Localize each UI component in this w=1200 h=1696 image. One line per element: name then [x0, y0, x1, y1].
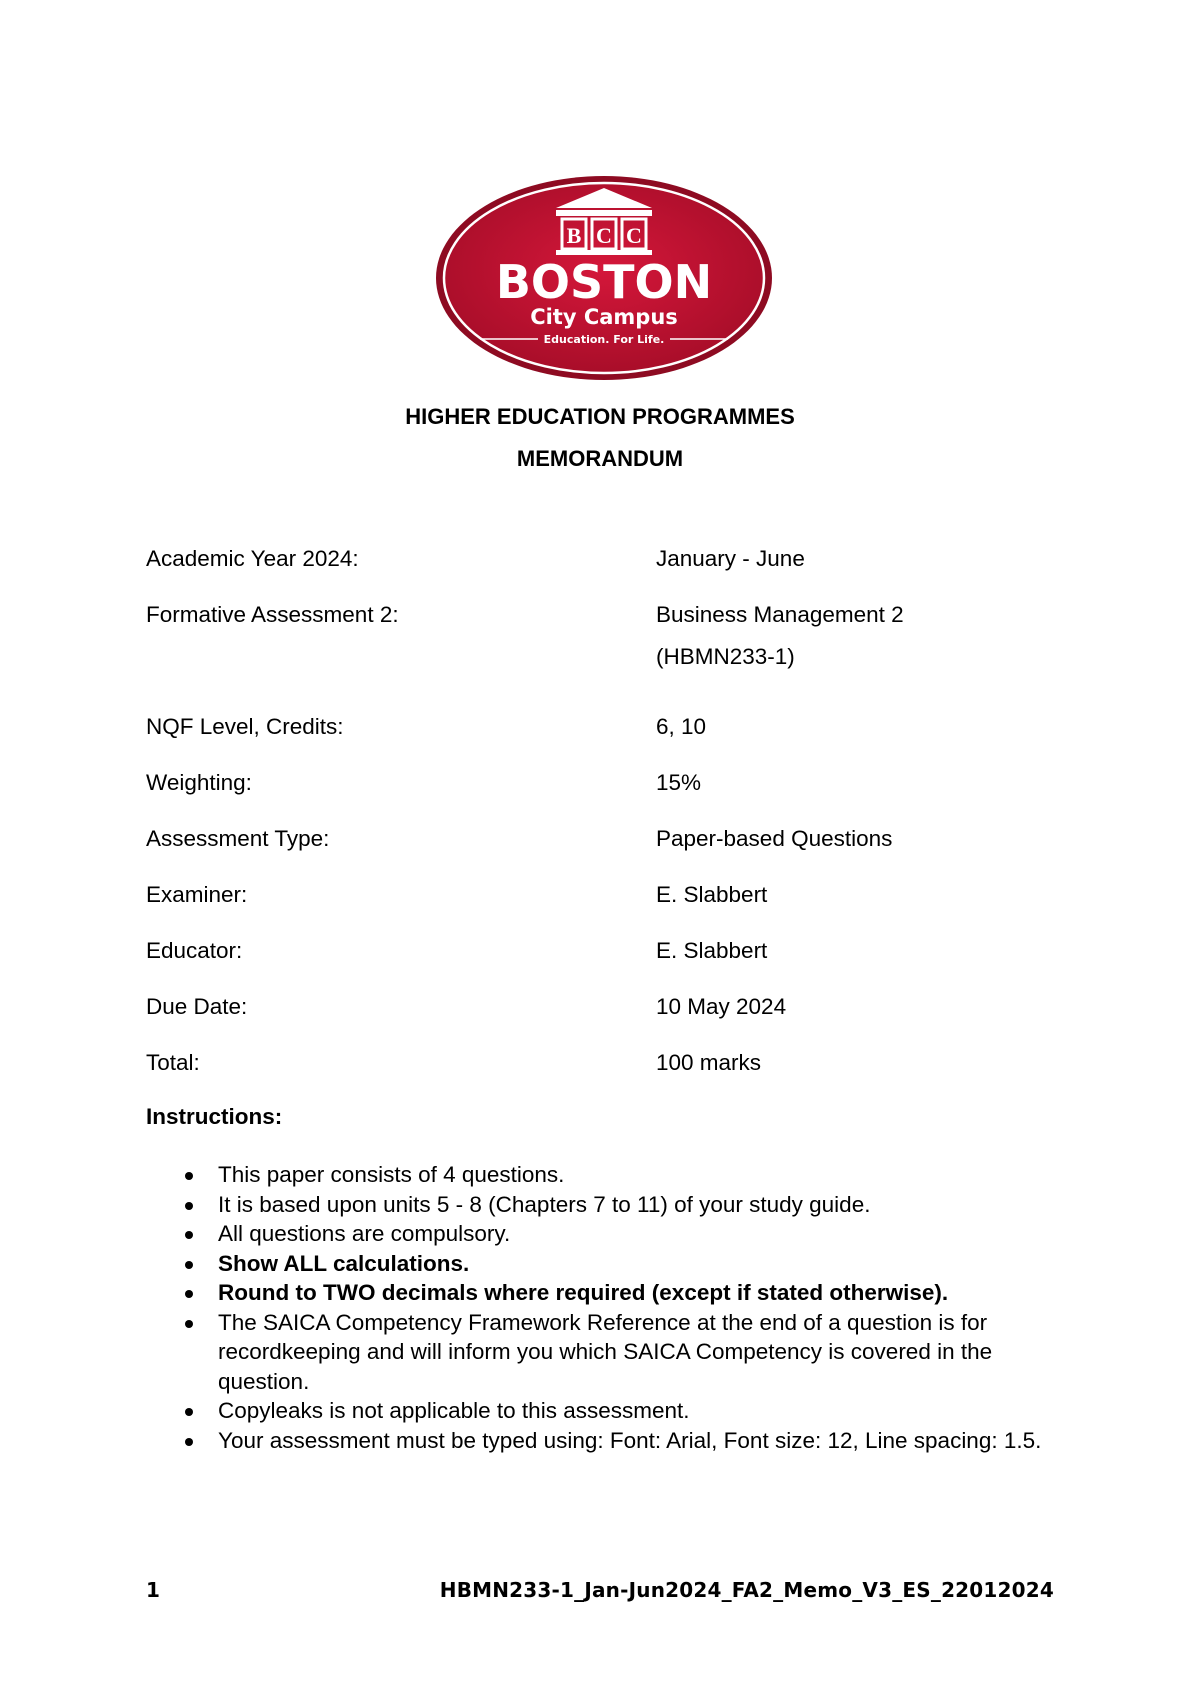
instruction-text: Copyleaks is not applicable to this assessment.	[218, 1398, 690, 1423]
instruction-item	[146, 1308, 1066, 1397]
instruction-item	[146, 1426, 1066, 1456]
boston-city-campus-logo	[432, 172, 776, 384]
detail-value: 100 marks	[656, 1050, 762, 1075]
detail-value: 6, 10	[656, 714, 707, 739]
instruction-item	[146, 1396, 1066, 1426]
detail-label: Examiner:	[146, 882, 248, 907]
instructions-title: Instructions:	[146, 1104, 283, 1129]
detail-label: NQF Level, Credits:	[146, 714, 344, 739]
document-code: HBMN233-1_Jan-Jun2024_FA2_Memo_V3_ES_22012024	[439, 1578, 1054, 1602]
instruction-text: Round to TWO decimals where required (except if stated otherwise).	[218, 1280, 949, 1305]
instructions-list	[146, 1160, 1066, 1455]
bullet-icon	[185, 1172, 193, 1180]
page-number: 1	[146, 1578, 160, 1602]
detail-label: Educator:	[146, 938, 243, 963]
instruction-text: Show ALL calculations.	[218, 1250, 470, 1276]
instruction-item	[146, 1190, 1066, 1220]
bullet-icon	[185, 1408, 193, 1416]
programme-heading: HIGHER EDUCATION PROGRAMMES	[405, 404, 795, 429]
logo-monogram-b: B	[566, 223, 582, 248]
detail-label: Due Date:	[146, 994, 248, 1019]
logo-subtitle: City Campus	[530, 305, 678, 329]
logo-tagline: Education. For Life.	[543, 333, 665, 346]
instruction-text: The SAICA Competency Framework Reference at the end of a question is for recordkeeping and will inform you which SAICA Competency is covered in the question.	[218, 1309, 993, 1394]
bullet-icon	[185, 1261, 193, 1269]
detail-value: January - June	[656, 546, 805, 571]
detail-label: Assessment Type:	[146, 826, 330, 851]
instruction-text: All questions are compulsory.	[218, 1221, 511, 1246]
logo-monogram-c2: C	[626, 223, 642, 248]
logo-name: BOSTON	[495, 255, 713, 309]
instruction-item	[146, 1278, 1066, 1308]
detail-value-module-code: (HBMN233-1)	[656, 644, 795, 669]
logo-monogram-c1: C	[596, 223, 612, 248]
instruction-text: This paper consists of 4 questions.	[218, 1162, 565, 1187]
instruction-text: Your assessment must be typed using: Font: Arial, Font size: 12, Line spacing: 1.5.	[218, 1427, 1042, 1453]
bullet-icon	[185, 1438, 193, 1446]
instruction-item	[146, 1160, 1066, 1190]
instruction-text: It is based upon units 5 - 8 (Chapters 7 to 11) of your study guide.	[218, 1191, 871, 1217]
detail-value: E. Slabbert	[656, 938, 768, 963]
detail-value: 15%	[656, 770, 702, 795]
detail-label: Academic Year 2024:	[146, 546, 359, 571]
detail-value: 10 May 2024	[656, 994, 787, 1019]
detail-value: E. Slabbert	[656, 882, 768, 907]
instruction-item	[146, 1219, 1066, 1249]
bullet-icon	[185, 1202, 193, 1210]
bullet-icon	[185, 1290, 193, 1298]
detail-label: Total:	[146, 1050, 200, 1075]
instruction-item	[146, 1249, 1066, 1279]
bullet-icon	[185, 1320, 193, 1328]
document-type-heading: MEMORANDUM	[516, 446, 684, 471]
bullet-icon	[185, 1231, 193, 1239]
detail-label: Formative Assessment 2:	[146, 602, 399, 627]
detail-value: Business Management 2	[656, 602, 904, 627]
detail-value: Paper-based Questions	[656, 826, 893, 851]
detail-label: Weighting:	[146, 770, 252, 795]
